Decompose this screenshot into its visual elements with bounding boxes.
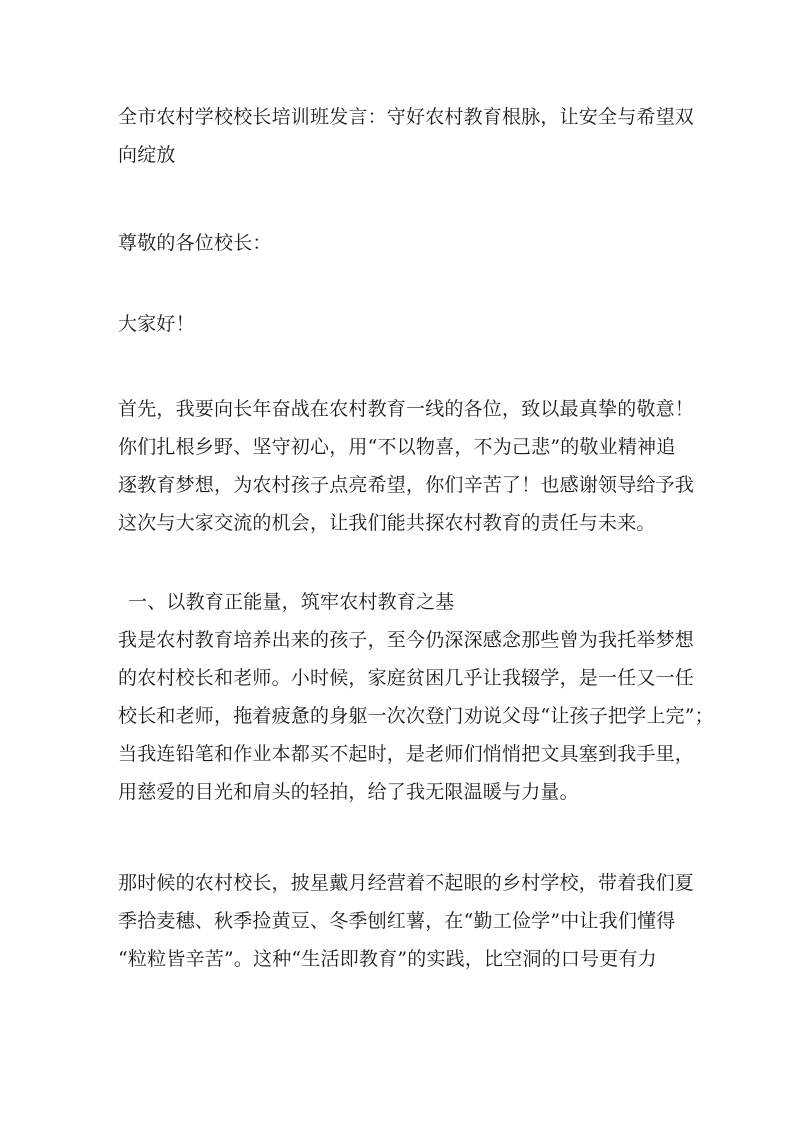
paragraph-3-line-3: “粒粒皆辛苦”。这种“生活即教育”的实践，比空洞的口号更有力 <box>118 948 657 970</box>
paragraph-3-line-2: 季拾麦穗、秋季捡黄豆、冬季刨红薯，在“勤工俭学”中让我们懂得 <box>118 910 676 932</box>
document-title-line-2: 向绽放 <box>118 144 176 166</box>
paragraph-3-line-1: 那时候的农村校长，披星戴月经营着不起眼的乡村学校，带着我们夏 <box>118 872 695 894</box>
paragraph-1-line-4: 这次与大家交流的机会，让我们能共探农村教育的责任与未来。 <box>118 512 656 534</box>
paragraph-2-line-2: 的农村校长和老师。小时候，家庭贫困几乎让我辍学，是一任又一任 <box>118 667 695 689</box>
section-heading-1: 一、以教育正能量，筑牢农村教育之基 <box>128 591 455 613</box>
paragraph-2-line-4: 当我连铅笔和作业本都买不起时，是老师们悄悄把文具塞到我手里， <box>118 743 695 765</box>
paragraph-2-line-3: 校长和老师，拖着疲惫的身躯一次次登门劝说父母“让孩子把学上完”； <box>118 705 714 727</box>
paragraph-2-line-1: 我是农村教育培养出来的孩子，至今仍深深感念那些曾为我托举梦想 <box>118 629 695 651</box>
paragraph-2-line-5: 用慈爱的目光和肩头的轻拍，给了我无限温暖与力量。 <box>118 781 579 803</box>
paragraph-1-line-3: 逐教育梦想，为农村孩子点亮希望，你们辛苦了！也感谢领导给予我 <box>118 474 695 496</box>
greeting: 大家好！ <box>118 313 195 335</box>
salutation: 尊敬的各位校长： <box>118 232 272 254</box>
document-title-line-1: 全市农村学校校长培训班发言：守好农村教育根脉，让安全与希望双 <box>118 106 695 128</box>
paragraph-1-line-2: 你们扎根乡野、坚守初心，用“不以物喜，不为己悲”的敬业精神追 <box>118 436 676 458</box>
paragraph-1-line-1: 首先，我要向长年奋战在农村教育一线的各位，致以最真挚的敬意！ <box>118 398 695 420</box>
